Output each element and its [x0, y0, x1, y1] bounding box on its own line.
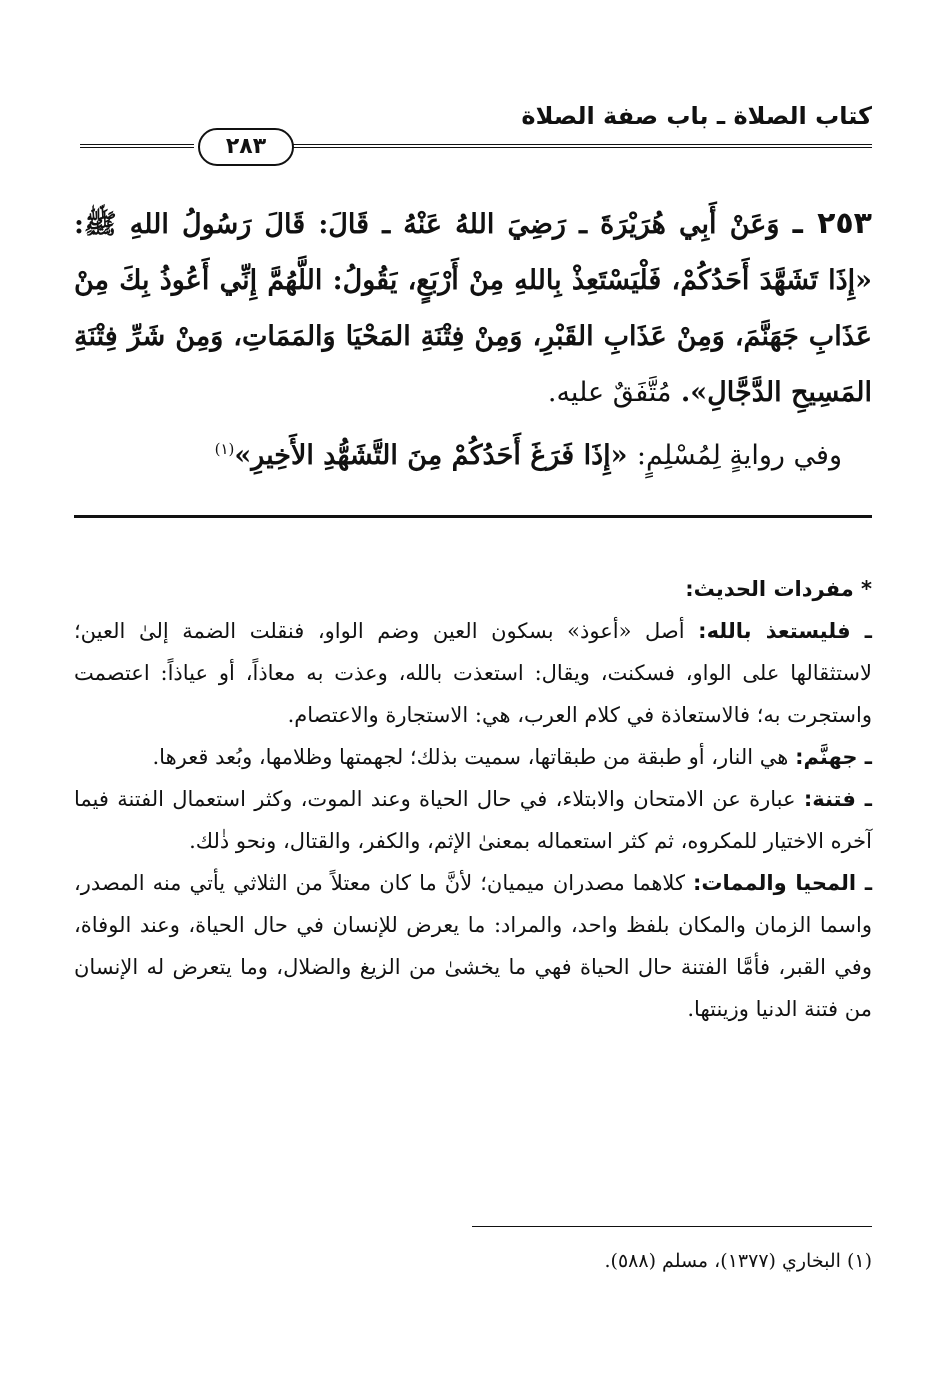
section-divider	[74, 515, 872, 518]
vocab-term: ـ المحيا والممات:	[693, 871, 872, 895]
footnote-marker-bottom: (١)	[846, 1250, 872, 1272]
vocab-term: ـ فتنة:	[803, 787, 872, 811]
footnote-marker: (١)	[214, 440, 235, 458]
header-rule-right	[262, 144, 872, 148]
running-title: كتاب الصلاة ـ باب صفة الصلاة	[521, 102, 872, 130]
footnote-rule	[472, 1226, 872, 1227]
vocab-term: ـ جهنَّم:	[795, 745, 872, 769]
vocab-entry	[74, 736, 872, 778]
variant-text: «إِذَا فَرَغَ أَحَدُكُمْ مِنَ التَّشَهُّدِ الأَخِيرِ»	[234, 440, 628, 471]
hadith-matn: «إِذَا تَشَهَّدَ أَحَدُكُمْ، فَلْيَسْتَعِذْ بِاللهِ مِنْ أَرْبَعٍ، يَقُولُ: اللَّهُمَّ إِنِّي أَعُوذُ بِكَ مِنْ عَذَابِ جَهَنَّمَ، وَمِنْ عَذَابِ القَبْرِ، وَمِنْ فِتْنَةِ المَحْيَا وَالمَمَاتِ، وَمِنْ شَرِّ فِتْنَةِ المَسِيحِ الدَّجَّالِ».	[74, 265, 872, 408]
header-rule-left	[80, 144, 194, 148]
vocab-definition: عبارة عن الامتحان والابتلاء، في حال الحياة وعند الموت، وكثر استعمال الفتنة فيما آخره الاختيار للمكروه، ثم كثر استعماله بمعنىٰ الإثم، والكفر، والقتال، ونحو ذٰلك.	[74, 787, 872, 853]
vocab-entry	[74, 610, 872, 736]
hadith-isnad: وَعَنْ أَبِي هُرَيْرَةَ ـ رَضِيَ اللهُ عَنْهُ ـ قَالَ: قَالَ رَسُولُ اللهِ ﷺ:	[74, 209, 780, 240]
hadith-number: ٢٥٣ ـ	[792, 206, 872, 241]
hadith-variant	[74, 421, 872, 484]
vocab-definition: كلاهما مصدران ميميان؛ لأنَّ ما كان معتلاً من الثلاثي يأتي منه المصدر، واسما الزمان والمكان بلفظ واحد، والمراد: ما يعرض للإنسان في حال الحياة، وعند الوفاة، وفي القبر، فأمَّا الفتنة حال الحياة فهي ما يخشىٰ من الزيغ والضلال، وما يتعرض له الإنسان من فتنة الدنيا وزينتها.	[74, 871, 872, 1021]
vocab-definition: أصل «أعوذ» بسكون العين وضم الواو، فنقلت الضمة إلىٰ العين؛ لاستثقالها على الواو، فسكنت، ويقال: استعذت بالله، وعذت به معاذاً، أو عياذاً: اعتصمت واستجرت به؛ فالاستعاذة في كلام العرب، هي: الاستجارة والاعتصام.	[74, 619, 872, 727]
vocab-definition: هي النار، أو طبقة من طبقاتها، سميت بذلك؛ لجهمتها وظلامها، وبُعد قعرها.	[152, 745, 789, 769]
footnote	[74, 1246, 872, 1276]
vocabulary-section	[74, 568, 872, 1030]
vocabulary-title: * مفردات الحديث:	[685, 577, 872, 601]
vocab-entry	[74, 862, 872, 1030]
footnote-text: البخاري (١٣٧٧)، مسلم (٥٨٨).	[604, 1250, 841, 1272]
page-header	[80, 98, 872, 158]
vocab-term: ـ فليستعذ بالله:	[698, 619, 872, 643]
variant-intro: وفي روايةٍ لِمُسْلِمٍ:	[636, 440, 842, 471]
hadith-text	[74, 196, 872, 484]
hadith-grading: مُتَّفَقٌ عليه.	[547, 377, 672, 408]
vocab-entry	[74, 778, 872, 862]
page-number: ٢٨٣	[198, 128, 294, 166]
